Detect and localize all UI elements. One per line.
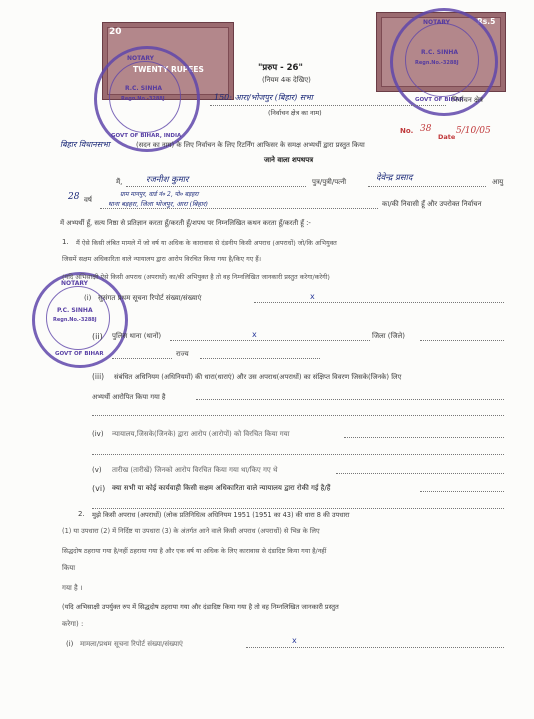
item-1vi-text: क्या सभी या कोई कार्यवाही किसी सक्षम अधिकारिता वाले न्यायालय द्वारा रोकी गई है/हैं — [112, 484, 331, 492]
item-1ii-number: (ii) — [92, 332, 103, 341]
deponent-prefix: मैं, — [116, 178, 123, 186]
item-1ii-text: पुलिस थाना (थानों) — [112, 332, 162, 340]
seal-3-bottom: GOVT OF BIHAR — [55, 351, 104, 357]
item-1-instruction: (यदि अभिसाक्षी ऐसे किसी अपराध (अपराधों) का/की अभियुक्त है तो वह निम्नलिखित जानकारी प्रस्तुत करेगा/करेगी) — [62, 273, 330, 281]
notary-date-label: Date — [438, 133, 456, 141]
address-dotted-line — [100, 208, 378, 209]
item-1v-dotted-line — [336, 473, 504, 474]
seal-3-reg: Regn.No.-3288J — [53, 317, 97, 323]
item-2-instruction: (यदि अभिसाक्षी उपर्युक्त रुप में सिद्धदोष ठहराया गया और दंडादिष्ट किया गया है तो वह निम्नलिखित जानकारी प्रस्तुत — [62, 603, 339, 611]
item-1vi-dotted-line-2 — [92, 508, 504, 509]
item-1iii-dotted-line-1 — [196, 399, 504, 400]
intro-line-1: (सदन का नाम) के लिए निर्वाचन के लिए रिटर्निंग आफिसर के समक्ष अभ्यर्थी द्वारा प्रस्तुत किया — [136, 141, 365, 149]
notary-date-value: 5/10/05 — [456, 126, 491, 136]
seal-2-reg: Regn.No.-3288J — [415, 60, 459, 66]
item-1-number: 1. — [62, 238, 69, 246]
item-1v-text: तारीख (तारीखें) जिनको आरोप विरचित किया गया था/किए गए थे — [112, 466, 278, 474]
rule-reference: (नियम 4क देखिए) — [262, 76, 311, 84]
address-handwritten-1: ग्राम मानपुर, वार्ड नं० 2, पो० बड़हरा — [120, 191, 199, 198]
item-2-text-2: (1) या उपधारा (2) में निर्दिष्ट या उपधारा (3) के अंतर्गत आने वाले किसी अपराध (अपराधों) से भिन्न के लिए — [62, 527, 320, 535]
item-1i-number: (i) — [84, 294, 92, 302]
deponent-name: रजनीश कुमार — [146, 175, 189, 185]
item-1iii-dotted-line-2 — [92, 415, 504, 416]
item-1iv-number: (iv) — [92, 430, 104, 438]
state-dotted-line-left — [112, 358, 172, 359]
house-name-handwritten: बिहार विधानसभा — [60, 140, 110, 149]
seal-3-top: NOTARY — [61, 280, 89, 287]
constituency-dotted-line — [210, 105, 446, 106]
item-1i-text: सुसंगत प्रथम सूचना रिपोर्ट संख्या/संख्याएं — [98, 294, 202, 302]
item-2-instruction-cont: करेगा) : — [62, 620, 84, 628]
candidate-declaration: में अभ्यर्थी हूँ, सत्य निष्ठा से प्रतिज्ञान करता हूँ/करती हूँ/शपथ पर निम्नलिखित कथन करता हूँ/करती हूँ :- — [60, 219, 311, 227]
seal-2-mid: R.C. SINHA — [421, 49, 459, 56]
notary-serial-label: No. — [400, 127, 414, 135]
seal-1-reg: Regn.No.-3288J — [121, 96, 165, 102]
resident-text: का/की निवासी हूँ और उपरोक्त निर्वाचन — [382, 200, 482, 208]
item-1vi-dotted-line — [420, 491, 504, 492]
item-2-text: मुझे किसी अपराध (अपराधों) (लोक प्रतिनिधित्व अधिनियम 1951 (1951 का 43) की धारा 8 की उपधारा — [92, 511, 350, 519]
seal-1-bottom: GOVT OF BIHAR, INDIA — [111, 133, 182, 139]
age-value: 28 — [68, 192, 80, 202]
item-2-text-4: किया — [62, 564, 76, 572]
district-dotted-line — [420, 340, 504, 341]
stamp-right-value: Rs.5 — [477, 17, 496, 26]
seal-1-mid: R.C. SINHA — [125, 85, 163, 92]
state-dotted-line-right — [200, 358, 320, 359]
constituency-value: 150: आरा/भोजपुर (बिहार) सभा — [214, 93, 313, 102]
seal-2-top: NOTARY — [423, 19, 451, 26]
form-title: "प्ररुप - 26" — [258, 63, 303, 73]
item-1iii-text-cont: अभ्यर्थी आरोपित किया गया है — [92, 393, 166, 401]
item-1vi-number: (vi) — [92, 484, 106, 493]
item-1v-number: (v) — [92, 466, 102, 474]
father-name: देवेन्द्र प्रसाद — [376, 173, 413, 183]
relation-label: पुत्र/पुत्री/पत्नी — [312, 178, 347, 186]
notary-seal-left — [32, 272, 128, 368]
father-name-dotted-line — [368, 186, 486, 187]
address-handwritten-2: थाना बड़हरा, जिला भोजपुर, आरा (बिहार) — [108, 200, 208, 208]
item-2-number: 2. — [78, 510, 85, 518]
item-2-text-3: सिद्धदोष ठहराया गया है/नहीं ठहराया गया है और एक वर्ष या अधिक के लिए कारावास से दंडादिष्ट किया गया है/नहीं — [62, 547, 327, 555]
stamp-left-text: TWENTY RUPEES — [133, 65, 204, 74]
police-station-cross: x — [252, 330, 257, 339]
seal-3-mid: P.C. SINHA — [57, 307, 93, 314]
deponent-name-dotted-line — [126, 186, 306, 187]
seal-1-top: NOTARY — [127, 55, 155, 62]
police-station-dotted-line — [170, 340, 370, 341]
item-1iv-dotted-line-2 — [92, 454, 504, 455]
fir-cross-mark: x — [310, 292, 315, 301]
state-label: राज्य — [176, 350, 189, 358]
item-1iii-number: (iii) — [92, 372, 105, 381]
item-2-text-5: गया है । — [62, 584, 83, 592]
stamp-left-value: 20 — [109, 27, 122, 37]
item-1iv-dotted-line — [344, 437, 504, 438]
item-2i-dotted-line — [246, 647, 504, 648]
age-label: आयु — [492, 178, 504, 186]
constituency-name-label: (निर्वाचन क्षेत्र का नाम) — [268, 109, 322, 117]
item-1iii-text: संबंधित अधिनियम (अधिनियमों) की धारा(धाराएं) और उस अपराध(अपराधों) का संक्षिप्त विवरण जिसके(जिनके) लिए — [114, 373, 402, 381]
item-2i-text: मामला/प्रथम सूचना रिपोर्ट संख्या/संख्याएं — [80, 640, 183, 648]
seal-2-bottom: GOVT OF BIHAR — [415, 97, 464, 103]
item-1-text-cont: जिसमें सक्षम अधिकारिता वाले न्यायालय द्वारा आरोप विरचित किया गया है/किए गए हैं। — [62, 255, 262, 263]
item-2i-cross: x — [292, 636, 297, 645]
district-label: जिला (जिले) — [372, 332, 406, 340]
intro-line-2: जाने वाला शपथपत्र — [264, 156, 314, 164]
constituency-label: निर्वाचन क्षेत्र — [452, 96, 483, 104]
item-2i-number: (i) — [66, 640, 74, 648]
notary-seal-top-left — [94, 46, 200, 152]
notary-serial-value: 38 — [420, 124, 432, 134]
item-1-text: मैं ऐसे किसी लंबित मामले में जो वर्ष या अधिक के कारावास से दंडनीय किसी अपराध (अपराधों) जो/कि अभियुक्त — [76, 239, 337, 247]
fir-dotted-line — [254, 302, 504, 303]
year-label: वर्ष — [84, 196, 92, 204]
item-1iv-text: न्यायालय,जिसके(जिनके) द्वारा आरोप (आरोपों) को विरचित किया गया — [112, 430, 290, 438]
